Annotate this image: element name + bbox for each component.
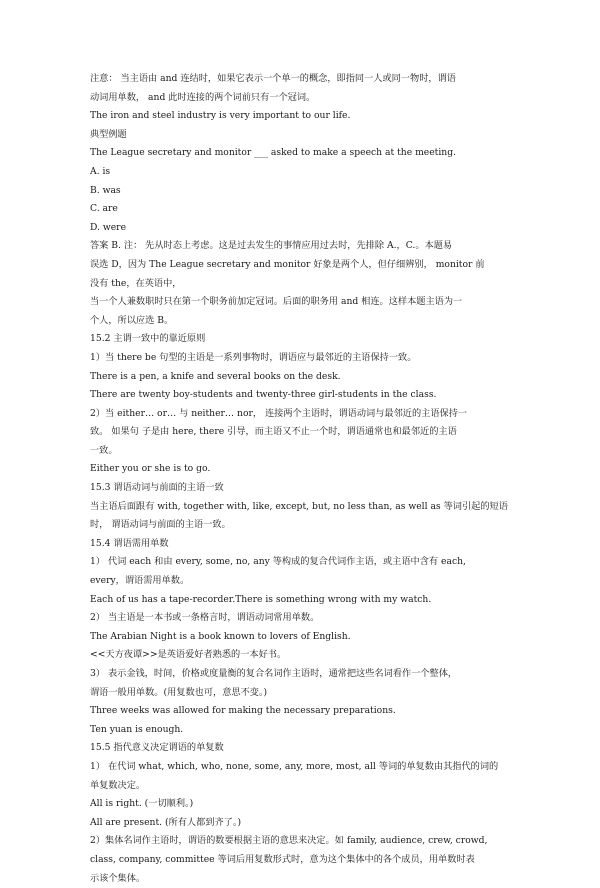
- text-line: 误选 D，因为 The League secretary and monitor 好象是两个人，但仔细辨别， monitor 前: [90, 258, 485, 270]
- text-line: Three weeks was allowed for making the necessary preparations.: [90, 705, 396, 717]
- text-line: 没有 the，在英语中，: [90, 277, 182, 289]
- text-line: 时， 谓语动词与前面的主语一致。: [90, 519, 231, 531]
- text-line: The Arabian Night is a book known to lovers of English.: [90, 630, 351, 642]
- option-line: A. is: [90, 165, 111, 177]
- text-line: 2） 当主语是一本书或一条格言时，谓语动词常用单数。: [90, 612, 320, 624]
- text-line: 致。 如果句 子是由 here, there 引导，而主语又不止一个时，谓语通常也和最邻近的主语: [90, 426, 457, 438]
- text-line: There are twenty boy-students and twenty-three girl-students in the class.: [90, 389, 437, 401]
- text-line: 单复数决定。: [90, 779, 146, 791]
- text-line: 当一个人兼数职时只在第一个职务前加定冠词。后面的职务用 and 相连。这样本题主语为一: [90, 296, 463, 308]
- text-line: Ten yuan is enough.: [90, 723, 184, 735]
- text-line: 2）当 either… or… 与 neither… nor， 连接两个主语时，谓语动词与最邻近的主语保持一: [90, 407, 468, 419]
- section-heading: 15.2 主谓一致中的靠近原则: [90, 333, 206, 345]
- text-line: All is right. (一切顺利。): [90, 798, 194, 810]
- text-line: All are present. (所有人都到齐了。): [90, 816, 242, 828]
- text-line: Each of us has a tape-recorder.There is something wrong with my watch.: [90, 593, 432, 605]
- section-heading: 15.3 谓语动词与前面的主语一致: [90, 482, 224, 494]
- text-line: 1）当 there be 句型的主语是一系列事物时，谓语应与最邻近的主语保持一致。: [90, 351, 417, 363]
- text-line: <<天方夜谭>>是英语爱好者熟悉的一本好书。: [90, 649, 287, 661]
- text-line: 1） 在代词 what, which, who, none, some, any, more, most, all 等词的单复数由其指代的词的: [90, 760, 499, 772]
- text-line: There is a pen, a knife and several books on the desk.: [90, 370, 341, 382]
- option-line: D. were: [90, 221, 127, 233]
- text-line: 2）集体名词作主语时，谓语的数要根据主语的意思来决定。如 family, audience, crew, crowd,: [90, 835, 488, 847]
- option-line: B. was: [90, 184, 121, 196]
- text-line: 示该个集体。: [90, 872, 146, 884]
- text-line: 一致。: [90, 444, 118, 456]
- text-line: 3） 表示金钱，时间，价格或度量衡的复合名词作主语时，通常把这些名词看作一个整体，: [90, 668, 458, 679]
- text-line: every，谓语需用单数。: [90, 575, 190, 587]
- text-line: 谓语一般用单数。(用复数也可，意思不变。): [90, 686, 268, 698]
- text-line: 个人，所以应选 B。: [90, 314, 174, 326]
- document-page: [90, 70, 520, 888]
- option-line: C. are: [90, 203, 118, 215]
- text-line: Either you or she is to go.: [90, 463, 211, 475]
- text-line: 答案 B. 注： 先从时态上考虑。这是过去发生的事情应用过去时，先排除 A.，C.。本题易: [90, 240, 453, 252]
- text-line: The iron and steel industry is very important to our life.: [90, 110, 351, 122]
- section-heading: 典型例题: [90, 128, 127, 140]
- text-line: class, company, committee 等词后用复数形式时，意为这个集体中的各个成员，用单数时表: [90, 853, 475, 865]
- text-line: 注意： 当主语由 and 连结时，如果它表示一个单一的概念，即指同一人或同一物时，谓语: [90, 73, 456, 84]
- section-heading: 15.4 谓语需用单数: [90, 537, 169, 549]
- text-line: 动词用单数， and 此时连接的两个词前只有一个冠词。: [90, 91, 316, 103]
- text-line: The League secretary and monitor ___ asked to make a speech at the meeting.: [90, 147, 457, 159]
- text-line: 1） 代词 each 和由 every, some, no, any 等构成的复合代词作主语，或主语中含有 each,: [90, 556, 466, 568]
- section-heading: 15.5 指代意义决定谓语的单复数: [90, 742, 224, 754]
- text-line: 当主语后面跟有 with, together with, like, except, but, no less than, as well as 等词引起的短语: [90, 500, 508, 512]
